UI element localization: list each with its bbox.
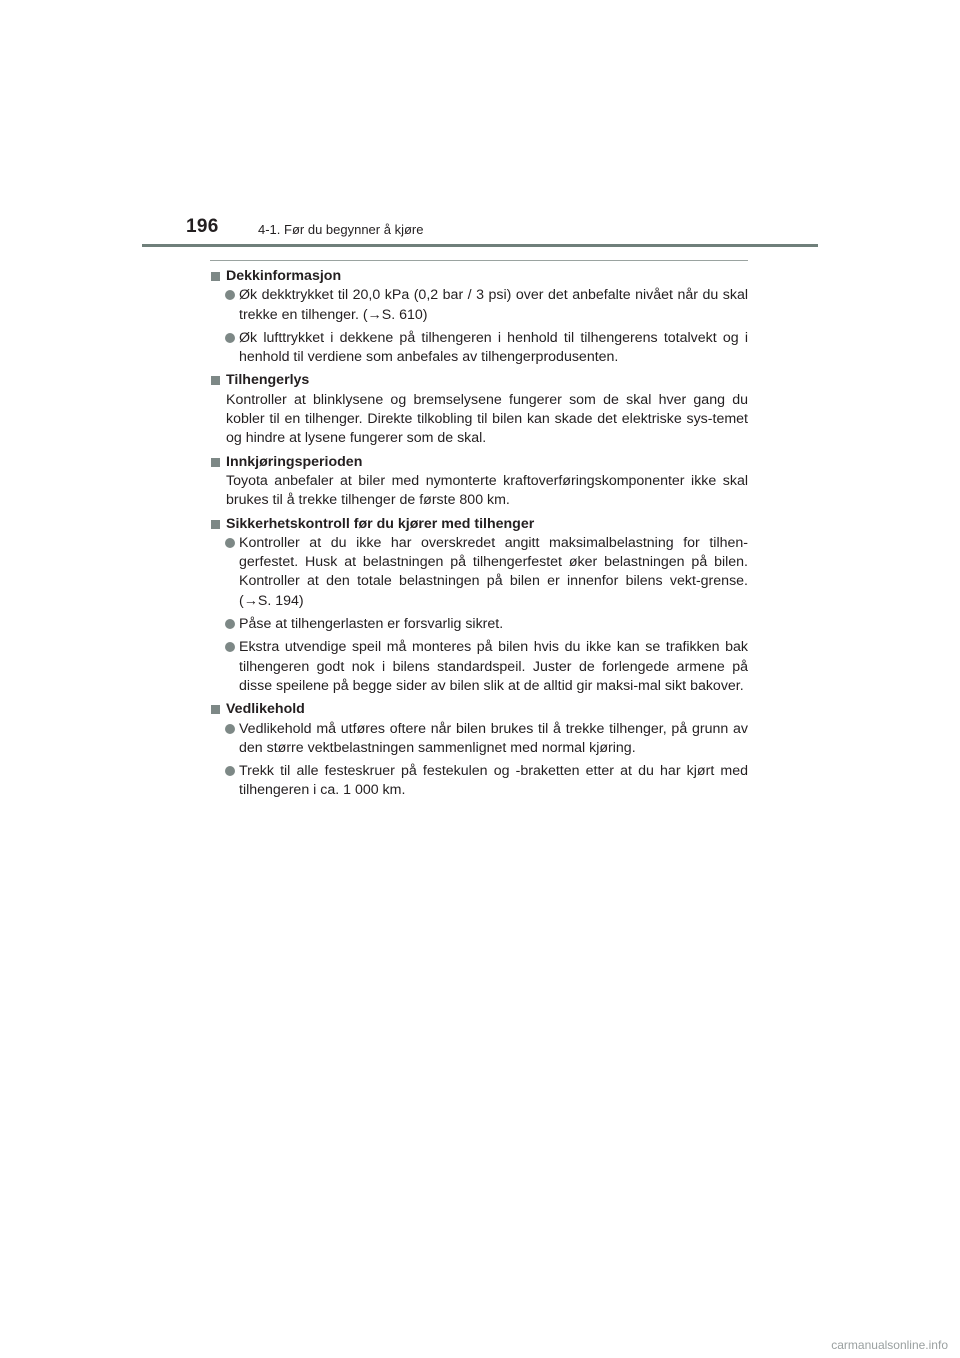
content — [210, 267, 748, 805]
square-bullet-icon — [211, 520, 220, 529]
section-heading: Sikkerhetskontroll før du kjører med tilhenger — [210, 515, 748, 534]
section-heading: Tilhengerlys — [210, 371, 748, 390]
circle-bullet-icon — [225, 619, 235, 629]
section-heading: Dekkinformasjon — [210, 267, 748, 286]
section-dekkinformasjon — [210, 267, 748, 367]
section-text: Toyota anbefaler at biler med nymonterte kraftoverføringskomponenter ikke skal brukes til å trekke tilhenger de første 800 km. — [226, 472, 748, 509]
section-vedlikehold — [210, 700, 748, 800]
circle-bullet-icon — [225, 642, 235, 652]
section-sikkerhetskontroll — [210, 515, 748, 697]
section-text: Kontroller at blinklysene og bremselysene fungerer som de skal hver gang du kobler til en tilhenger. Direkte tilkobling til bilen kan skade det elektriske sys-temet og hindre at lysene fungerer som de skal. — [226, 391, 748, 447]
square-bullet-icon — [211, 272, 220, 281]
circle-bullet-icon — [225, 333, 235, 343]
circle-bullet-icon — [225, 290, 235, 300]
square-bullet-icon — [211, 376, 220, 385]
header-rule — [142, 244, 818, 247]
square-bullet-icon — [211, 705, 220, 714]
section-heading: Innkjøringsperioden — [210, 453, 748, 472]
list-item: Påse at tilhengerlasten er forsvarlig sikret. — [210, 615, 748, 634]
square-bullet-icon — [211, 458, 220, 467]
watermark-link[interactable]: carmanualsonline.info — [831, 1338, 948, 1352]
list-item: Øk dekktrykket til 20,0 kPa (0,2 bar / 3 psi) over det anbefalte nivået når du skal trekke en tilhenger. (→S. 610) — [210, 286, 748, 325]
list-item: Kontroller at du ikke har overskredet angitt maksimalbelastning for tilhen-gerfestet. Husk at belastningen på tilhengerfestet øker belastningen på bilen. Kontroller at den totale belastningen på bilen er innenfor bilens vekt-grense. (→S. 194) — [210, 534, 748, 611]
list-item: Trekk til alle festeskruer på festekulen og -braketten etter at du har kjørt med tilhengeren i ca. 1 000 km. — [210, 762, 748, 801]
circle-bullet-icon — [225, 766, 235, 776]
page-number: 196 — [186, 216, 219, 237]
circle-bullet-icon — [225, 724, 235, 734]
list-item: Vedlikehold må utføres oftere når bilen brukes til å trekke tilhenger, på grunn av den større vektbelastningen sammenlignet med normal kjøring. — [210, 720, 748, 759]
section-tilhengerlys — [210, 371, 748, 448]
section-heading: Vedlikehold — [210, 700, 748, 719]
list-item: Øk lufttrykket i dekkene på tilhengeren i henhold til tilhengerens totalvekt og i henhold til verdiene som anbefales av tilhengerprodusenten. — [210, 329, 748, 368]
section-innkjoringsperioden — [210, 453, 748, 511]
chapter-title: 4-1. Før du begynner å kjøre — [258, 222, 424, 237]
section-rule — [210, 260, 748, 261]
list-item: Ekstra utvendige speil må monteres på bilen hvis du ikke kan se trafikken bak tilhengeren godt nok i bilens standardspeil. Juster de forlengede armene på disse speilene på begge sider av bilen slik at de alltid gir maksi-mal sikt bakover. — [210, 638, 748, 696]
circle-bullet-icon — [225, 538, 235, 548]
